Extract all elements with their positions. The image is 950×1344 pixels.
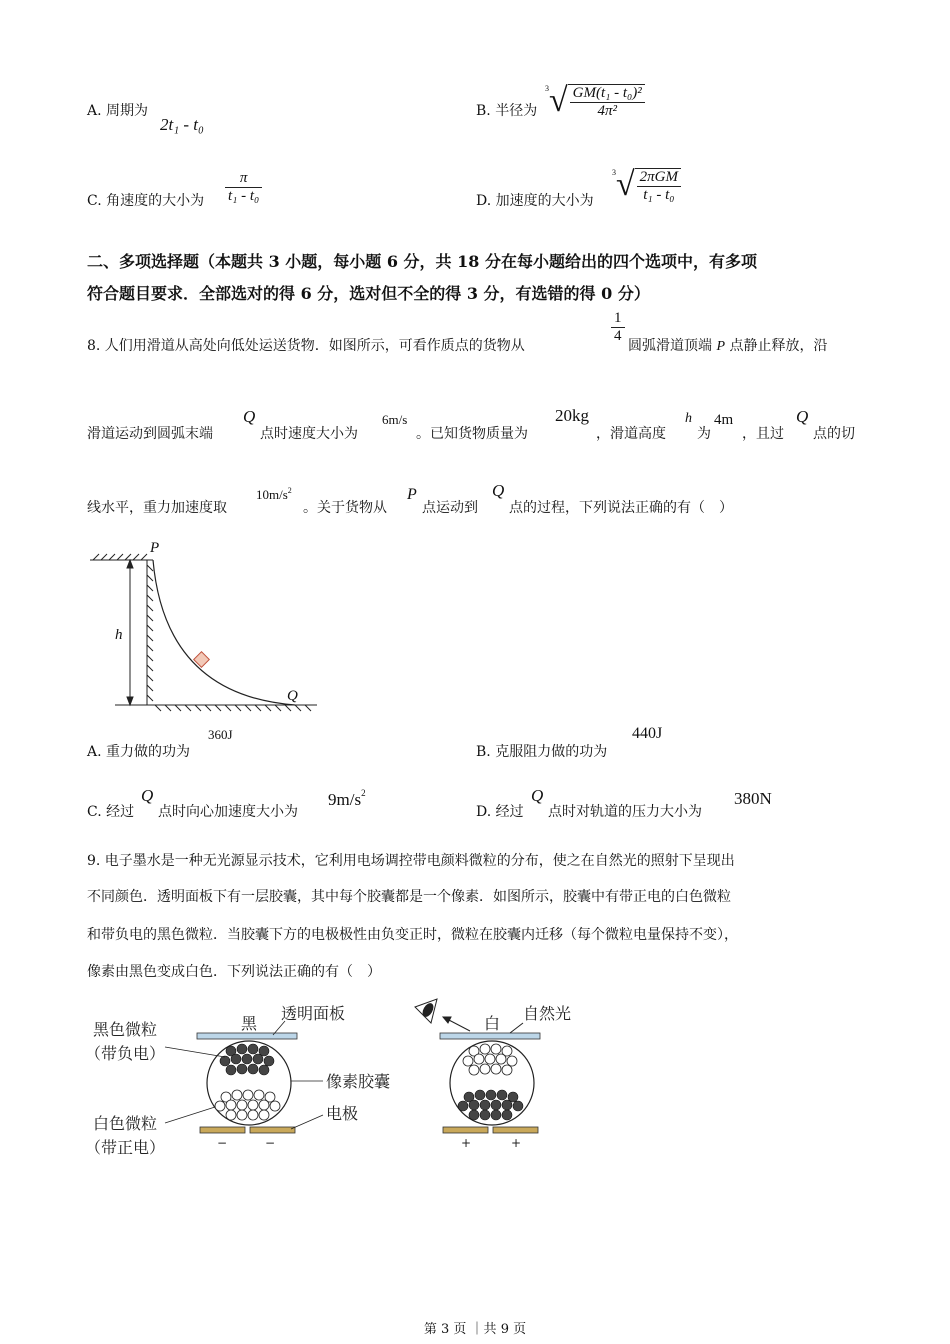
q7-option-c: C. 角速度的大小为 <box>87 193 205 209</box>
label-h: h <box>115 627 123 643</box>
q7-option-c-expr: $\frac{\pi}{\text{t₁ - t₀}}$ <box>225 170 262 205</box>
q8-option-d-text: 点时对轨道的压力大小为 <box>548 804 702 820</box>
ceiling-hatch <box>90 554 153 560</box>
q8-line2-d: ，滑道高度 <box>596 426 666 442</box>
q8-option-c-Q: Q <box>141 786 154 805</box>
q8-option-d-value: 380N <box>734 789 772 808</box>
left-panel <box>197 1033 297 1039</box>
q9-line2: 不同颜色．透明面板下有一层胶囊，其中每个胶囊都是一个像素．如图所示，胶囊中有带正电的白色微粒 <box>87 889 731 905</box>
q9-line4: 像素由黑色变成白色．下列说法正确的有（ ） <box>87 964 381 980</box>
q8-height: 4m <box>714 412 734 428</box>
ground-hatch <box>115 705 317 711</box>
eye-icon <box>415 999 437 1023</box>
minus-sign-2: − <box>265 1136 276 1150</box>
q8-option-c-value: $9m/s^2$ <box>328 788 366 809</box>
label-negative-charge: （带负电） <box>85 1044 166 1063</box>
label-black: 黑 <box>241 1014 258 1033</box>
height-arrow <box>127 560 133 705</box>
q8-line1: 8. 人们用滑道从高处向低处运送货物．如图所示，可看作质点的货物从 <box>87 338 525 354</box>
right-white-particles <box>463 1044 517 1075</box>
label-positive-charge: （带正电） <box>85 1138 166 1157</box>
section-heading-line1: 二、多项选择题（本题共 3 小题，每小题 6 分，共 18 分在每小题给出的四个选项中，有多项 <box>87 252 757 271</box>
q8-line2-f: ，且过 <box>742 426 784 442</box>
q8-option-d: D. 经过 <box>476 804 524 820</box>
q7-option-b: B. 半径为 <box>476 103 538 119</box>
light-arrows <box>443 1017 523 1033</box>
q8-var-P: P <box>407 486 417 503</box>
left-electrode-1 <box>200 1127 245 1133</box>
q8-gravity: $10m/s^2$ <box>256 486 292 502</box>
cube-root: $^3$√ $\frac{\text{GM(t₁ - t₀)²}}{\text{4π²}}$ <box>545 82 645 120</box>
q8-mass: 20kg <box>555 406 589 425</box>
q8-line2-c: 。已知货物质量为 <box>416 426 528 442</box>
q8-var-Q3: Q <box>492 481 505 500</box>
minus-sign-1: − <box>217 1136 228 1150</box>
q9-line1: 9. 电子墨水是一种无光源显示技术，它利用电场调控带电颜料微粒的分布，使之在自然光的照射下呈现出 <box>87 853 735 869</box>
q8-option-b-value: 440J <box>632 725 663 742</box>
left-black-particles <box>220 1044 274 1075</box>
plus-sign-1: + <box>461 1136 472 1150</box>
q7-option-d: D. 加速度的大小为 <box>476 193 594 209</box>
q8-option-b: B. 克服阻力做的功为 <box>476 744 608 760</box>
q8-line3: 线水平，重力加速度取 <box>87 500 227 516</box>
q8-line3-b: 。关于货物从 <box>303 500 387 516</box>
q8-var-h: h <box>685 411 692 426</box>
label-pixel-capsule: 像素胶囊 <box>326 1072 391 1091</box>
q7-option-a-expr: 2t₁ - t₀ <box>160 115 204 134</box>
q7-option-a: A. 周期为 <box>87 103 149 119</box>
q7-option-b-expr <box>545 82 645 120</box>
q8-line1-cont: 圆弧滑道顶端 P 点静止释放，沿 <box>628 338 828 354</box>
wall-hatch <box>147 560 153 705</box>
q8-line2-g: 点的切 <box>813 426 855 442</box>
q8-line2: 滑道运动到圆弧末端 <box>87 426 213 442</box>
right-electrode-1 <box>443 1127 488 1133</box>
q8-option-c-text: 点时向心加速度大小为 <box>158 804 298 820</box>
q8-line2-e: 为 <box>697 426 711 442</box>
cube-root: $^3$√ $\frac{\text{2πGM}}{\text{t₁ - t₀}}$ <box>612 166 681 204</box>
q8-speed: 6m/s <box>382 412 408 427</box>
label-white-particles: 白色微粒 <box>93 1114 158 1133</box>
q8-option-a: A. 重力做的功为 <box>87 744 191 760</box>
q7-option-d-expr <box>612 166 681 204</box>
q8-line3-c: 点运动到 <box>422 500 478 516</box>
label-natural-light: 自然光 <box>523 1004 572 1023</box>
left-electrode-2 <box>250 1127 295 1133</box>
arc-track <box>153 560 295 705</box>
q9-line3: 和带负电的黑色微粒．当胶囊下方的电极极性由负变正时，微粒在胶囊内迁移（每个微粒电量保持不变）， <box>87 927 738 943</box>
q8-option-c: C. 经过 <box>87 804 135 820</box>
q8-option-d-Q: Q <box>531 786 544 805</box>
label-white: 白 <box>484 1014 501 1033</box>
page-footer: 第 3 页 ｜共 9 页 <box>423 1322 527 1337</box>
right-panel <box>440 1033 540 1039</box>
label-Q: Q <box>287 688 298 704</box>
q8-line2-b: 点时速度大小为 <box>260 426 358 442</box>
label-electrode: 电极 <box>326 1104 359 1123</box>
right-electrode-2 <box>493 1127 538 1133</box>
q8-option-a-value: 360J <box>208 727 233 742</box>
q8-var-Q2: Q <box>796 407 809 426</box>
slide-figure <box>85 535 325 720</box>
q8-line3-d: 点的过程，下列说法正确的有（ ） <box>509 500 733 516</box>
q8-var-Q: Q <box>243 407 256 426</box>
label-black-particles: 黑色微粒 <box>93 1020 158 1039</box>
q8-quarter-fraction: $\frac{1}{4}$ <box>611 310 625 345</box>
eink-figure <box>85 995 605 1170</box>
label-transparent-panel: 透明面板 <box>281 1004 346 1023</box>
label-P: P <box>150 540 160 556</box>
section-heading-line2: 符合题目要求．全部选对的得 6 分，选对但不全的得 3 分，有选错的得 0 分） <box>87 284 650 303</box>
plus-sign-2: + <box>511 1136 522 1150</box>
